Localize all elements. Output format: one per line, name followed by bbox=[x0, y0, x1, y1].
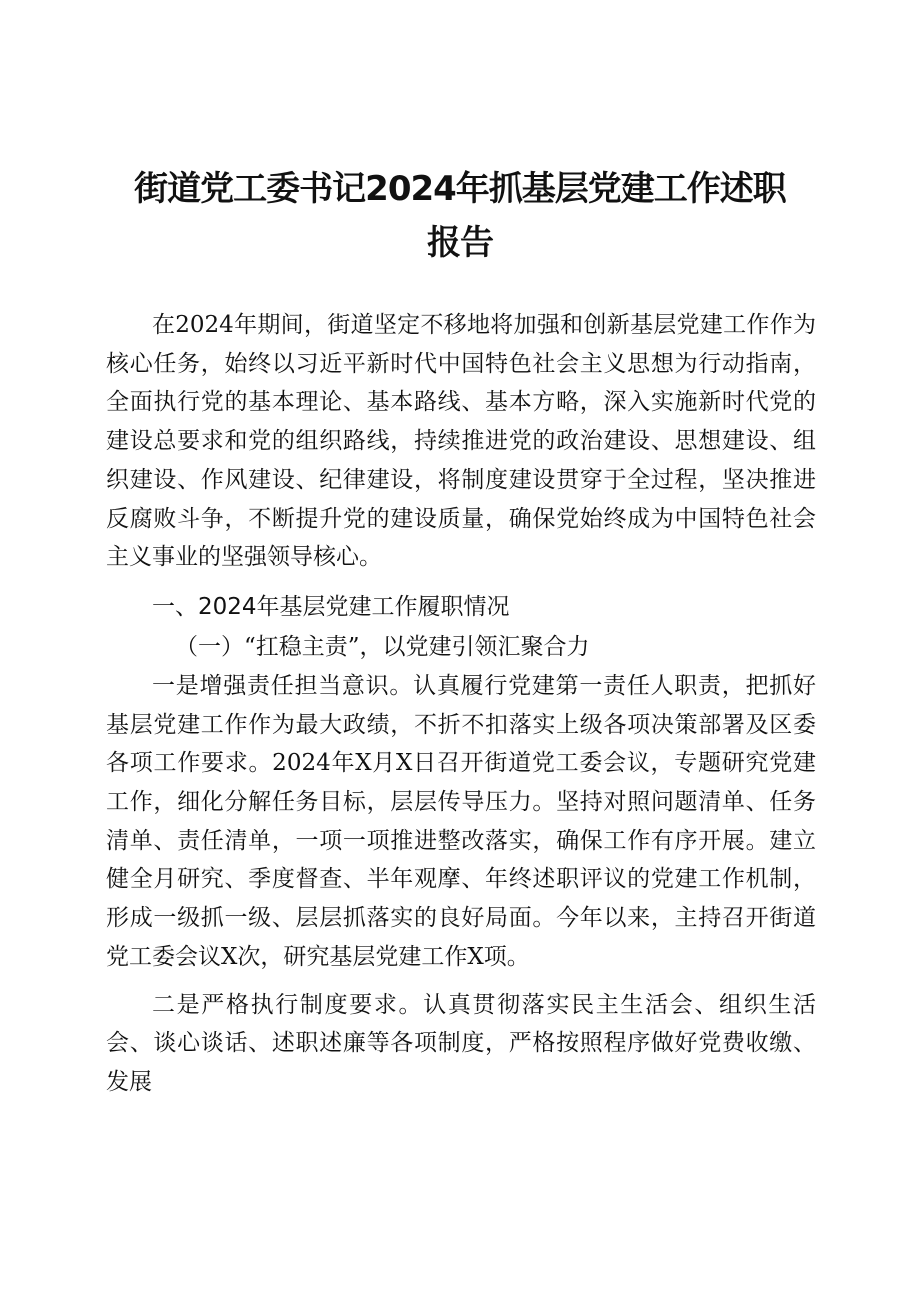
subsection-heading: （一）“扛稳主责”，以党建引领汇聚合力 bbox=[175, 633, 590, 660]
intro-paragraph: 在2024年期间，街道坚定不移地将加强和创新基层党建工作作为核心任务，始终以习近平新时代中国特色社会主义思想为行动指南，全面执行党的基本理论、基本路线、基本方略，深入实施新时代党的建设总要求和党的组织路线，持续推进党的政治建设、思想建设、组织建设、作风建设、纪律建设，将制度建设贯穿于全过程，坚决推进反腐败斗争，不断提升党的建设质量，确保党始终成为中国特色社会主义事业的坚强领导核心。 bbox=[106, 312, 816, 571]
document-title-continued: 报告 bbox=[427, 223, 493, 263]
document-title: 街道党工委书记2024年抓基层党建工作述职 bbox=[134, 169, 786, 209]
body-paragraph-1: 一是增强责任担当意识。认真履行党建第一责任人职责，把抓好基层党建工作作为最大政绩，不折不扣落实上级各项决策部署及区委各项工作要求。2024年X月X日召开街道党工委会议，专题研究党建工作，细化分解任务目标，层层传导压力。坚持对照问题清单、任务清单、责任清单，一项一项推进整改落实，确保工作有序开展。建立健全月研究、季度督查、半年观摩、年终述职评议的党建工作机制，形成一级抓一级、层层抓落实的良好局面。今年以来，主持召开街道党工委会议X次，研究基层党建工作X项。 bbox=[106, 672, 816, 970]
document-body bbox=[106, 306, 816, 1102]
body-paragraph-2: 二是严格执行制度要求。认真贯彻落实民主生活会、组织生活会、谈心谈话、述职述廉等各项制度，严格按照程序做好党费收缴、发展 bbox=[106, 991, 816, 1095]
section-heading: 一、2024年基层党建工作履职情况 bbox=[152, 593, 510, 620]
